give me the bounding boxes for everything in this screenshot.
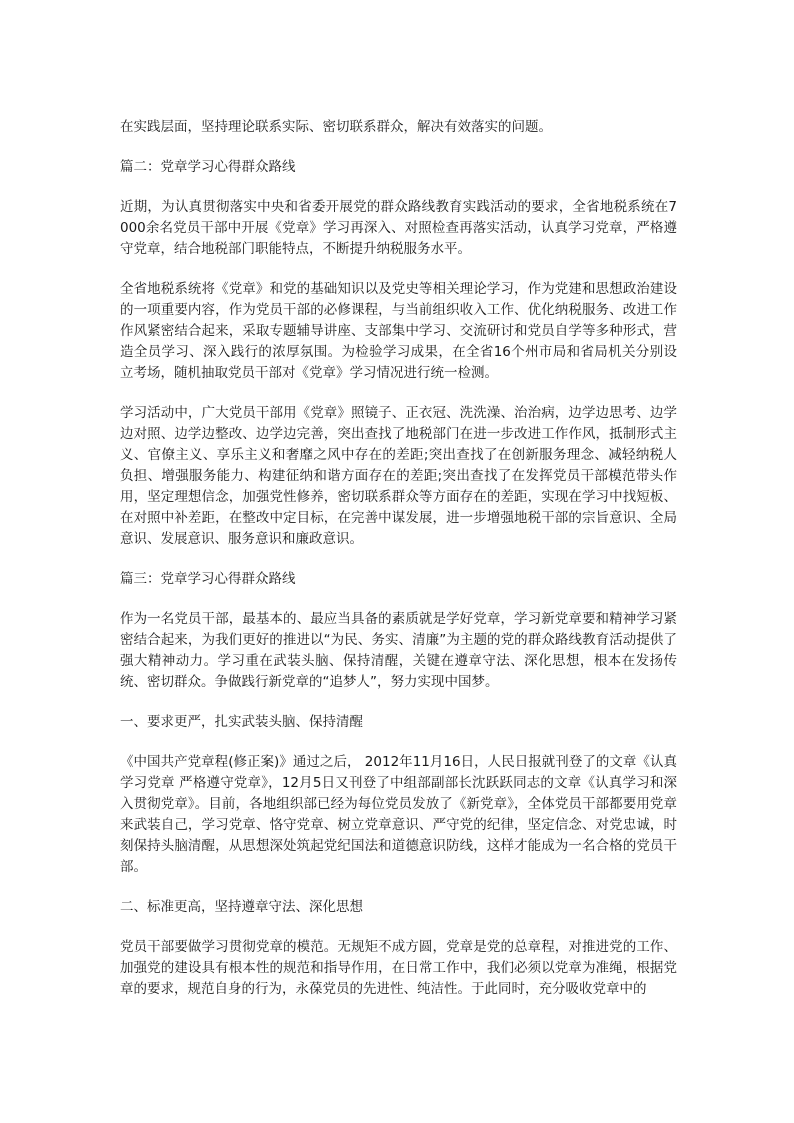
paragraph-provincial-tax-study: 全省地税系统将《党章》和党的基础知识以及党史等相关理论学习，作为党建和思想政治建设的一项重要内容，作为党员干部的必修课程，与当前组织收入工作、优化纳税服务、改进工作作风紧密结合起来，采取专题辅导讲座、支部集中学习、交流研讨和党员自学等多种形式，营造全员学习、深入践行的浓厚氛围。为检验学习成果，在全省16个州市局和省局机关分别设立考场，随机抽取党员干部对《党章》学习情况进行统一检测。 [120, 281, 677, 381]
subheading-higher-standards: 二、标准更高，坚持遵章守法、深化思想 [120, 899, 363, 915]
paragraph-party-cadre-qualities: 作为一名党员干部，最基本的、最应当具备的素质就是学好党章，学习新党章要和精神学习紧密结合起来，为我们更好的推进以“为民、务实、清廉”为主题的党的群众路线教育活动提供了强大精神动力。学习重在武装头脑、保持清醒，关键在遵章守法、深化思想，根本在发扬传统、密切群众。争做践行新党章的“追梦人”，努力实现中国梦。 [120, 611, 677, 690]
paragraph-recent-activity: 近期，为认真贯彻落实中央和省委开展党的群众路线教育实践活动的要求，全省地税系统在7000余名党员干部中开展《党章》学习再深入、对照检查再落实活动，认真学习党章，严格遵守党章，结合地税部门职能特点，不断提升纳税服务水平。 [120, 199, 677, 257]
paragraph-study-activities: 学习活动中，广大党员干部用《党章》照镜子、正衣冠、洗洗澡、治治病，边学边思考、边学边对照、边学边整改、边学边完善，突出查找了地税部门在进一步改进工作作风，抵制形式主义、官僚主义、享乐主义和奢靡之风中存在的差距;突出查找了在创新服务理念、减轻纳税人负担、增强服务能力、构建征纳和谐方面存在的差距;突出查找了在发挥党员干部模范带头作用，坚定理想信念，加强党性修养，密切联系群众等方面存在的差距，实现在学习中找短板、在对照中补差距，在整改中定目标，在完善中谋发展，进一步增强地税干部的宗旨意识、全局意识、发展意识、服务意识和廉政意识。 [120, 405, 677, 547]
paragraph-model-behavior: 党员干部要做学习贯彻党章的模范。无规矩不成方圆，党章是党的总章程，对推进党的工作、加强党的建设具有根本性的规范和指导作用，在日常工作中，我们必须以党章为准绳，根据党章的要求，规范自身的行为，永葆党员的先进性、纯洁性。于此同时，充分吸收党章中的 [120, 939, 677, 997]
section-heading-part-two: 篇二：党章学习心得群众路线 [120, 159, 296, 175]
paragraph-practice-level: 在实践层面，坚持理论联系实际、密切联系群众，解决有效落实的问题。 [120, 119, 552, 135]
section-heading-part-three: 篇三：党章学习心得群众路线 [120, 571, 296, 587]
document-body [120, 117, 677, 1019]
paragraph-constitution-amendment: 《中国共产党章程(修正案)》通过之后， 2012年11月16日，人民日报就刊登了的文章《认真学习党章 严格遵守党章》，12月5日又刊登了中组部副部长沈跃跃同志的文章《认真学习和深入贯彻党章》。目前，各地组织部已经为每位党员发放了《新党章》，全体党员干部都要用党章来武装自己，学习党章、恪守党章、树立党章意识、严守党的纪律，坚定信念、对党忠诚，时刻保持头脑清醒，从思想深处筑起党纪国法和道德意识防线，这样才能成为一名合格的党员干部。 [120, 754, 677, 875]
subheading-stricter-requirements: 一、要求更严，扎实武装头脑、保持清醒 [120, 714, 363, 730]
